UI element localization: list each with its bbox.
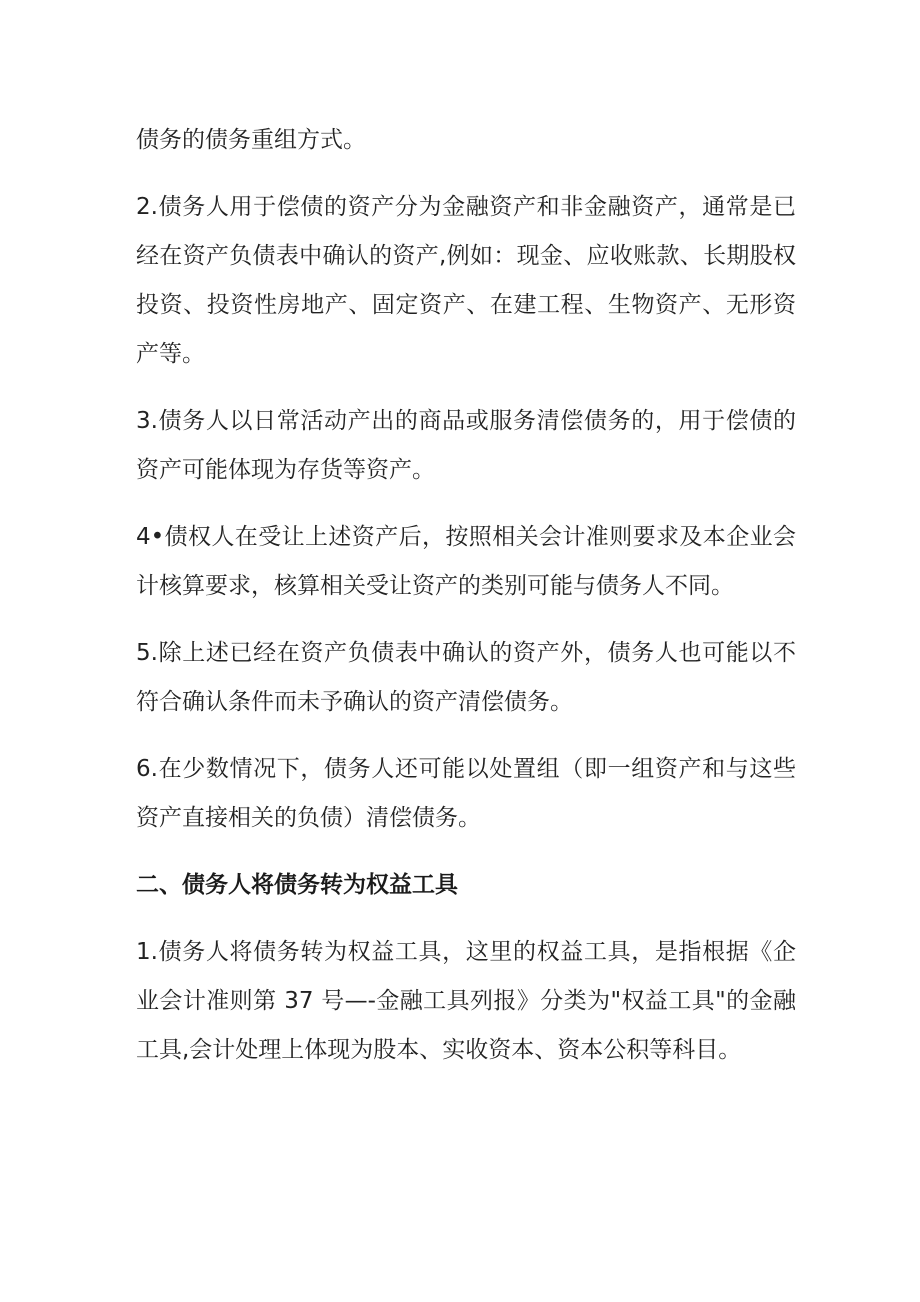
- paragraph-item-5: 5.除上述已经在资产负债表中确认的资产外，债务人也可能以不符合确认条件而未予确认的资产清偿债务。: [136, 640, 796, 715]
- paragraph-item-3: 3.债务人以日常活动产出的商品或服务清偿债务的，用于偿债的资产可能体现为存货等资产。: [136, 408, 796, 483]
- section-heading: 二、债务人将债务转为权益工具: [136, 872, 458, 898]
- paragraph-item-2: 2.债务人用于偿债的资产分为金融资产和非金融资产，通常是已经在资产负债表中确认的资产,例如：现金、应收账款、长期股权投资、投资性房地产、固定资产、在建工程、生物资产、无形资产等。: [136, 194, 796, 367]
- paragraph-item-6: 6.在少数情况下，债务人还可能以处置组（即一组资产和与这些资产直接相关的负债）清偿债务。: [136, 756, 796, 831]
- paragraph-intro-continuation: 债务的债务重组方式。: [136, 127, 366, 153]
- paragraph-equity-item-1: 1.债务人将债务转为权益工具，这里的权益工具，是指根据《企业会计准则第 37 号—-金融工具列报》分类为"权益工具"的金融工具,会计处理上体现为股本、实收资本、资本公积等科目。: [136, 939, 796, 1063]
- document-body: [136, 116, 796, 1093]
- paragraph-item-4: 4•债权人在受让上述资产后，按照相关会计准则要求及本企业会计核算要求，核算相关受让资产的类别可能与债务人不同。: [136, 524, 796, 599]
